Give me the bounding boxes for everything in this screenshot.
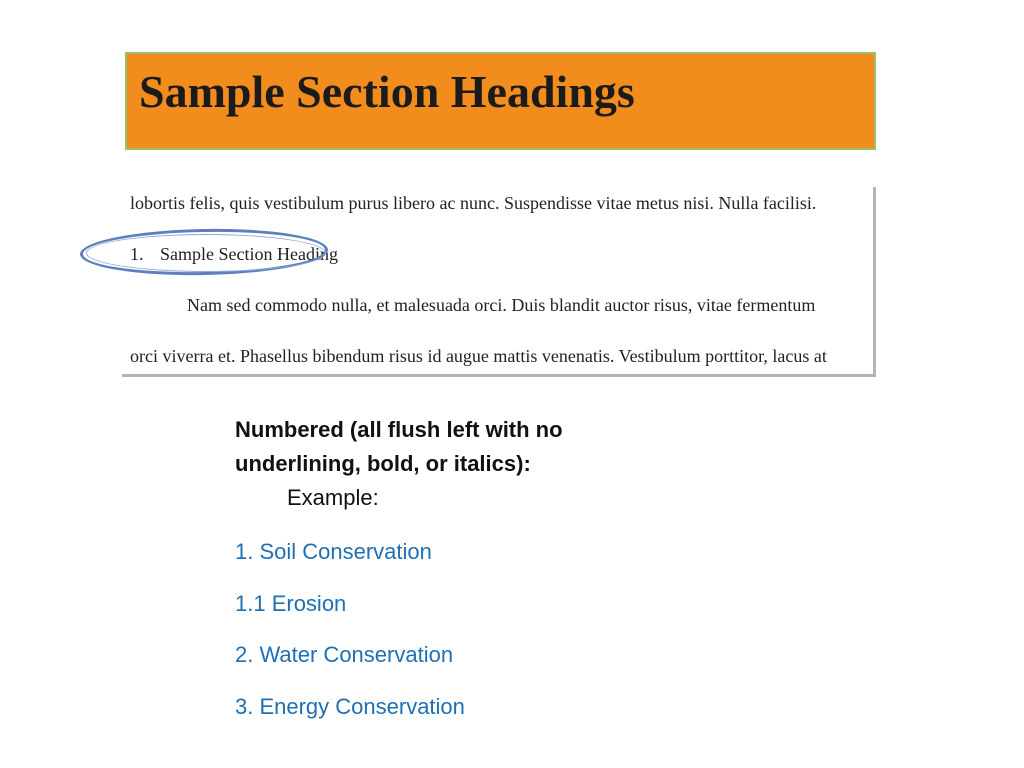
numbered-description	[235, 413, 563, 515]
excerpt-line-1: lobortis felis, quis vestibulum purus libero ac nunc. Suspendisse vitae metus nisi. Nulla facilisi.	[130, 193, 817, 213]
example-label: Example:	[287, 485, 379, 510]
excerpt-line-3: Nam sed commodo nulla, et malesuada orci. Duis blandit auctor risus, vitae fermentum	[187, 295, 816, 315]
description-line-1: Numbered (all flush left with no	[235, 417, 563, 442]
description-line-2: underlining, bold, or italics):	[235, 451, 531, 476]
example-heading-soil: 1. Soil Conservation	[235, 539, 432, 564]
example-heading-erosion: 1.1 Erosion	[235, 590, 347, 616]
excerpt-line-4: orci viverra et. Phasellus bibendum risus id augue mattis venenatis. Vestibulum porttitor, lacus at	[130, 346, 827, 366]
example-heading-water: 2. Water Conservation	[235, 642, 454, 667]
example-heading-energy: 3. Energy Conservation	[235, 693, 465, 719]
page-title: Sample Section Headings	[139, 66, 635, 117]
excerpt-heading-number: 1.	[130, 244, 144, 264]
excerpt-heading-text: Sample Section Heading	[160, 244, 338, 264]
highlight-circle-inner	[86, 234, 326, 272]
title-banner	[125, 52, 876, 150]
example-headings-list	[235, 535, 465, 741]
document-excerpt	[122, 187, 876, 377]
